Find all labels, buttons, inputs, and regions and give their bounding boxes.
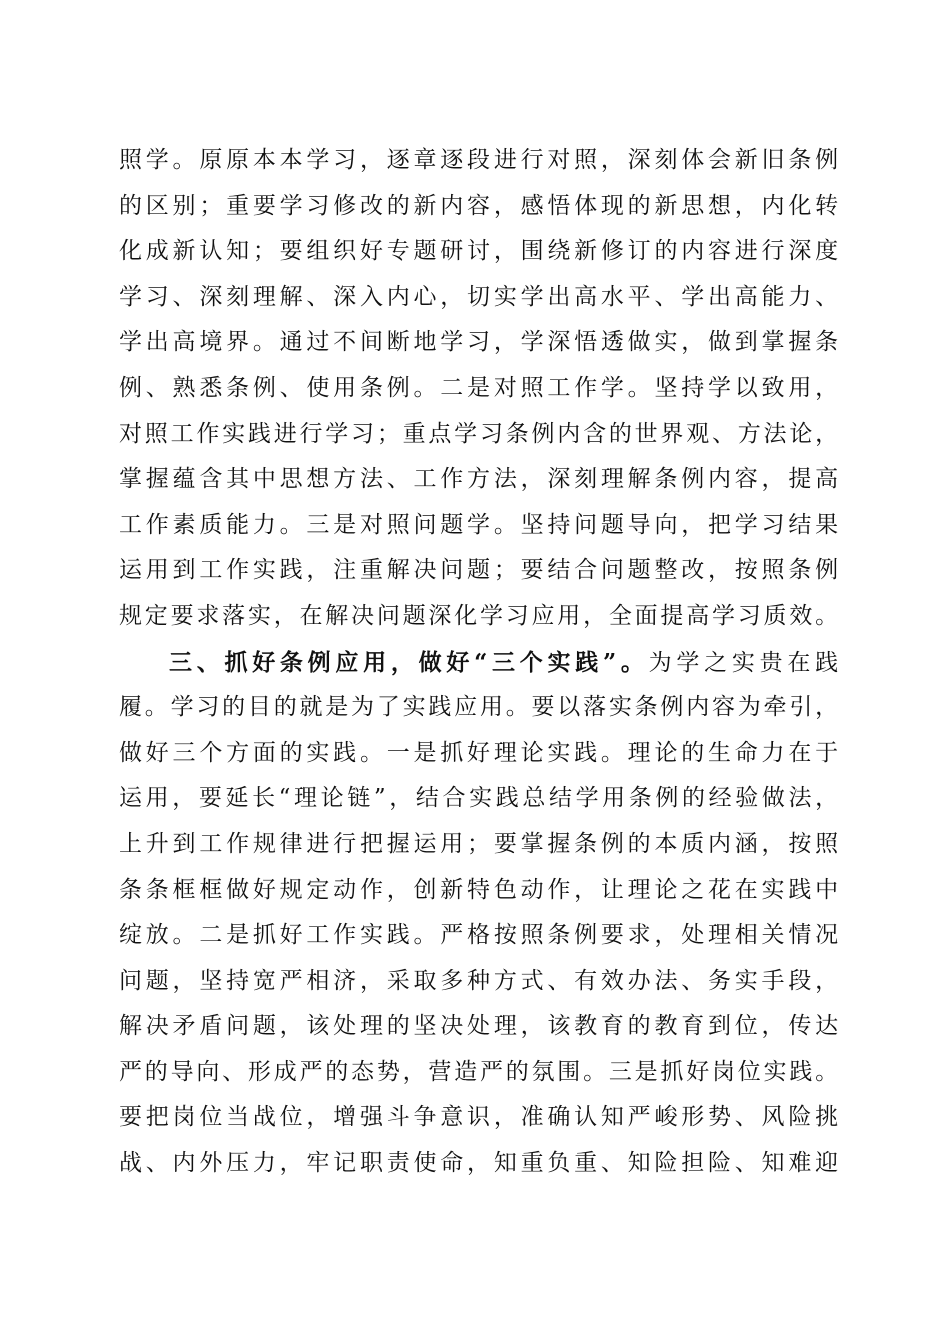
paragraph-line: 对照工作实践进行学习；重点学习条例内含的世界观、方法论，: [119, 420, 839, 447]
paragraph-line: 运用，要延长“理论链”，结合实践总结学用条例的经验做法，: [119, 785, 839, 812]
paragraph-line: 的区别；重要学习修改的新内容，感悟体现的新思想，内化转: [119, 192, 839, 219]
section-3-first-line: [119, 640, 839, 686]
paragraph-line: 学出高境界。通过不间断地学习，学深悟透做实，做到掌握条: [119, 329, 839, 356]
paragraph-line: 化成新认知；要组织好专题研讨，围绕新修订的内容进行深度: [119, 238, 839, 265]
paragraph-line: 做好三个方面的实践。一是抓好理论实践。理论的生命力在于: [119, 739, 839, 766]
paragraph-line: 掌握蕴含其中思想方法、工作方法，深刻理解条例内容，提高: [119, 466, 839, 493]
paragraph-line: 条条框框做好规定动作，创新特色动作，让理论之花在实践中: [119, 876, 839, 903]
body-text: [119, 138, 839, 1187]
paragraph-line: 战、内外压力，牢记职责使命，知重负重、知险担险、知难迎: [119, 1150, 839, 1177]
paragraph-line: 规定要求落实，在解决问题深化学习应用，全面提高学习质效。: [119, 602, 839, 629]
paragraph-line: 照学。原原本本学习，逐章逐段进行对照，深刻体会新旧条例: [119, 147, 839, 173]
paragraph-line: 学习、深刻理解、深入内心，切实学出高水平、学出高能力、: [119, 283, 839, 310]
paragraph-line: 绽放。二是抓好工作实践。严格按照条例要求，处理相关情况: [119, 922, 839, 949]
paragraph-line: 严的导向、形成严的态势，营造严的氛围。三是抓好岗位实践。: [119, 1058, 839, 1085]
section-3-heading: 三、抓好条例应用，做好“三个实践”。: [169, 648, 649, 676]
paragraph-line: 工作素质能力。三是对照问题学。坚持问题导向，把学习结果: [119, 511, 839, 538]
paragraph-line: 要把岗位当战位，增强斗争意识，准确认知严峻形势、风险挑: [119, 1104, 839, 1131]
paragraph-line: 上升到工作规律进行把握运用；要掌握条例的本质内涵，按照: [119, 830, 839, 857]
paragraph-line: 例、熟悉条例、使用条例。二是对照工作学。坚持学以致用，: [119, 374, 839, 401]
paragraph-line: 履。学习的目的就是为了实践应用。要以落实条例内容为牵引，: [119, 694, 839, 721]
paragraph-line: 问题，坚持宽严相济，采取多种方式、有效办法、务实手段，: [119, 967, 839, 994]
paragraph-line: 解决矛盾问题，该处理的坚决处理，该教育的教育到位，传达: [119, 1013, 839, 1040]
section-3-lead-text: 为学之实贵在践: [648, 649, 839, 676]
paragraph-line: 运用到工作实践，注重解决问题；要结合问题整改，按照条例: [119, 557, 839, 584]
